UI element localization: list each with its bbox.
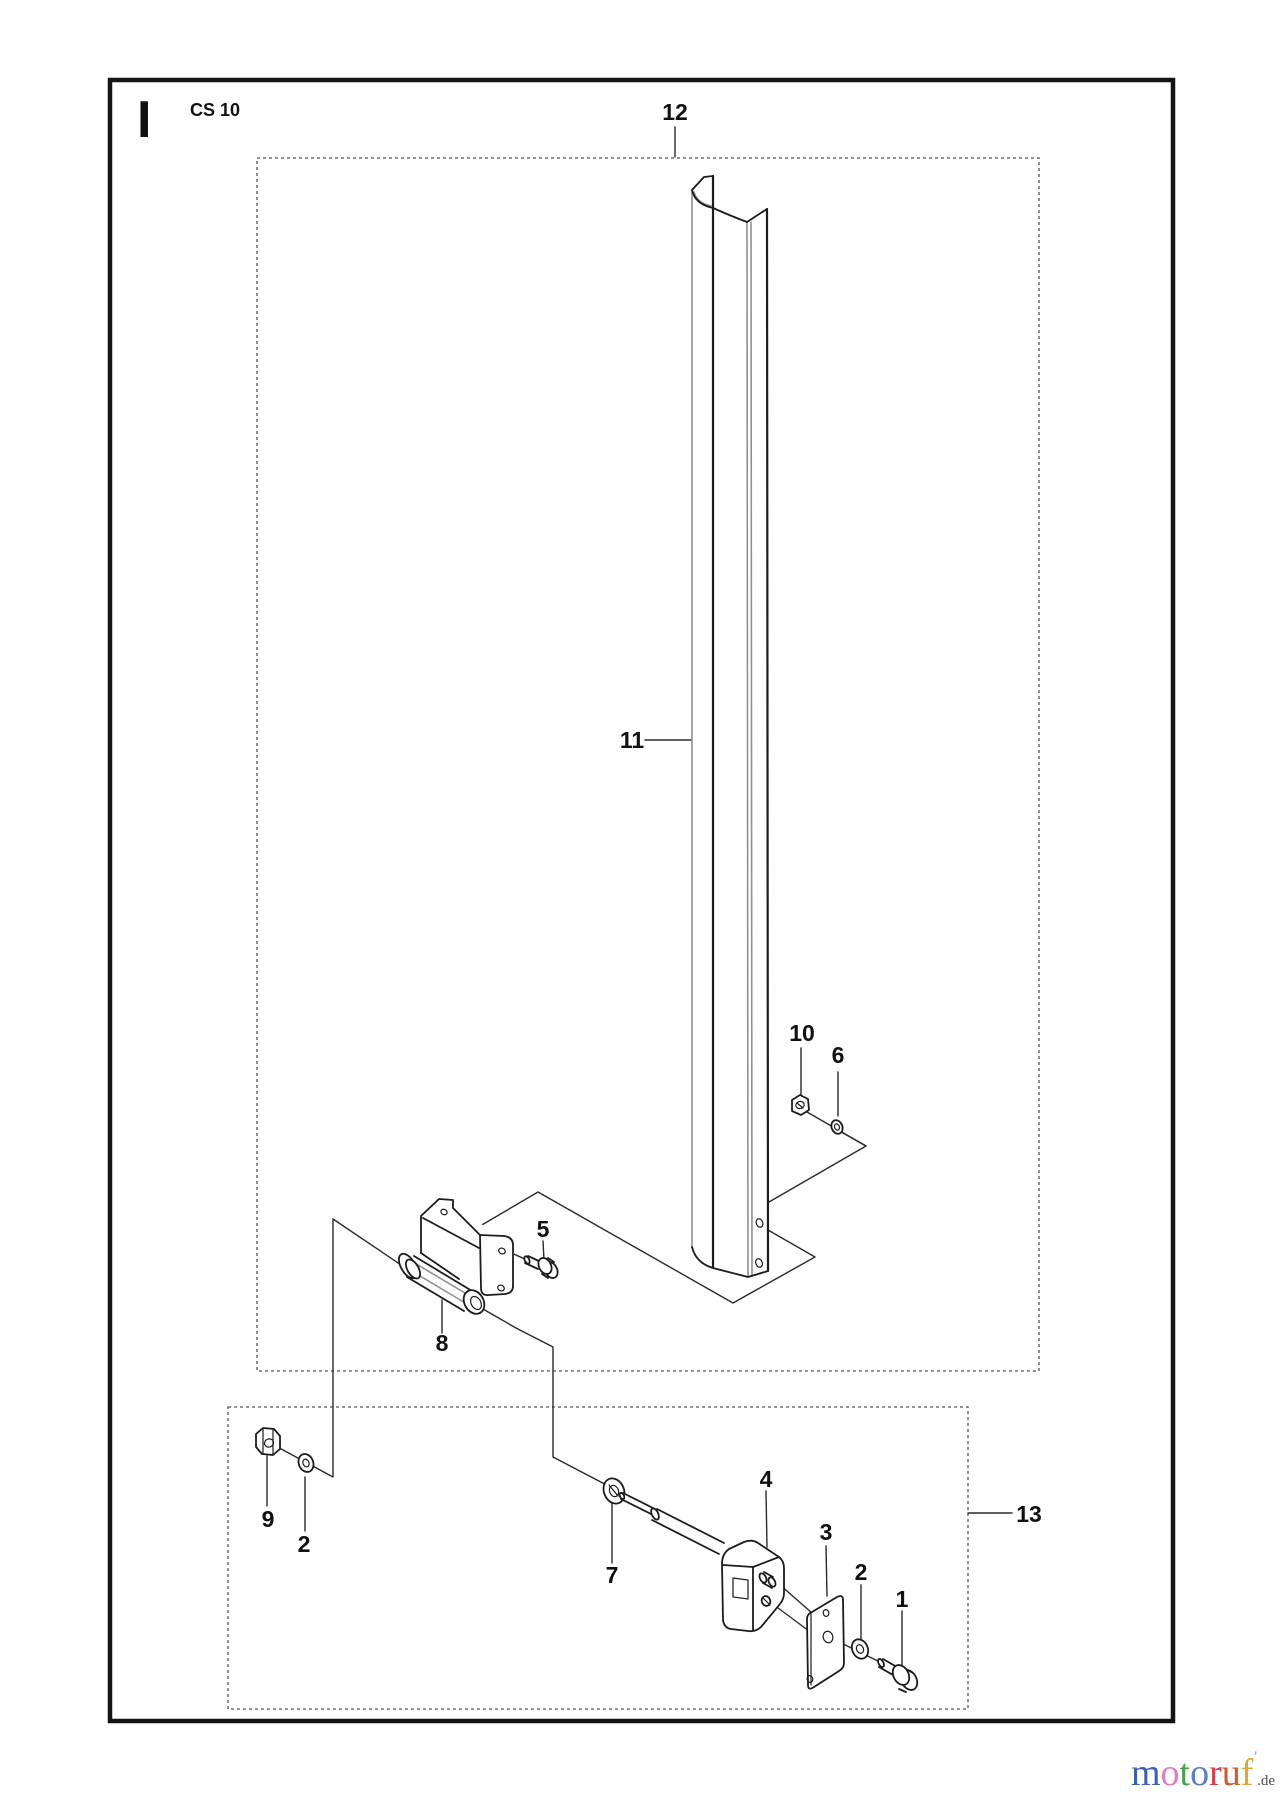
leader-3 — [826, 1546, 827, 1596]
part-label-2a: 2 — [297, 1531, 311, 1557]
mast-fill — [692, 176, 768, 1277]
part-label-8: 8 — [435, 1330, 449, 1356]
mast-fold-line-a — [747, 222, 748, 1276]
part-label-3: 3 — [819, 1519, 833, 1545]
bracket8-right-plate — [480, 1235, 513, 1295]
watermark-tick: ' — [1254, 1749, 1258, 1765]
part-9-nut — [256, 1428, 280, 1455]
watermark-letter: m — [1130, 1752, 1161, 1794]
watermark-letter: o — [1160, 1752, 1180, 1794]
part-10-nut — [792, 1095, 809, 1115]
part-label-2b: 2 — [854, 1559, 868, 1585]
part-label-5: 5 — [536, 1216, 550, 1242]
nut10-body — [792, 1095, 809, 1115]
section-marker: I — [137, 91, 152, 149]
assembly-box-13 — [228, 1407, 968, 1709]
watermark-motoruf — [1131, 1750, 1275, 1792]
part-2a-washer — [296, 1452, 316, 1474]
model-code-label: CS 10 — [190, 100, 241, 120]
part-label-11: 11 — [619, 727, 645, 753]
part-label-1: 1 — [895, 1586, 909, 1612]
leader-lines — [259, 127, 1012, 1666]
part-number-labels — [262, 99, 1042, 1612]
part-label-6: 6 — [831, 1042, 845, 1068]
watermark-domain-suffix: .de — [1257, 1773, 1275, 1789]
leader-washer6-apex — [843, 1133, 866, 1146]
rod-thick-fill — [652, 1509, 724, 1554]
part-1-hex-bolt — [877, 1658, 921, 1693]
part-4-adjuster-block — [619, 1492, 784, 1631]
page-frame-border — [110, 80, 1173, 1721]
part-5-bolt — [523, 1255, 560, 1280]
part-3-mounting-plate — [806, 1596, 844, 1689]
mast-right-edge — [767, 209, 768, 1271]
watermark-letter: r — [1209, 1752, 1222, 1794]
watermark-letter: o — [1190, 1752, 1210, 1794]
part-label-4: 4 — [759, 1466, 773, 1492]
part-11-mast-channel — [692, 176, 768, 1277]
washer2b-outer — [849, 1637, 871, 1662]
nut9-body — [256, 1428, 280, 1455]
leader-pin-axis-right — [476, 1305, 662, 1514]
watermark-letter: u — [1221, 1752, 1241, 1794]
watermark-letter: t — [1179, 1752, 1191, 1794]
part-label-10: 10 — [789, 1020, 815, 1046]
part-label-7: 7 — [605, 1562, 619, 1588]
washer2a-outer — [296, 1452, 316, 1474]
part-7-washer — [600, 1475, 628, 1507]
part-label-13: 13 — [1016, 1501, 1042, 1527]
watermark-letter: f — [1240, 1752, 1254, 1794]
part-2b-washer — [849, 1637, 871, 1662]
leader-4 — [766, 1491, 767, 1547]
part-label-9: 9 — [261, 1506, 275, 1532]
leader-pin-axis-left — [259, 1219, 410, 1477]
mast-fold-line-b — [751, 222, 752, 1276]
part-label-12: 12 — [662, 99, 688, 125]
leader-apex-to-mast — [769, 1146, 866, 1202]
assembly-box-12 — [257, 158, 1039, 1371]
